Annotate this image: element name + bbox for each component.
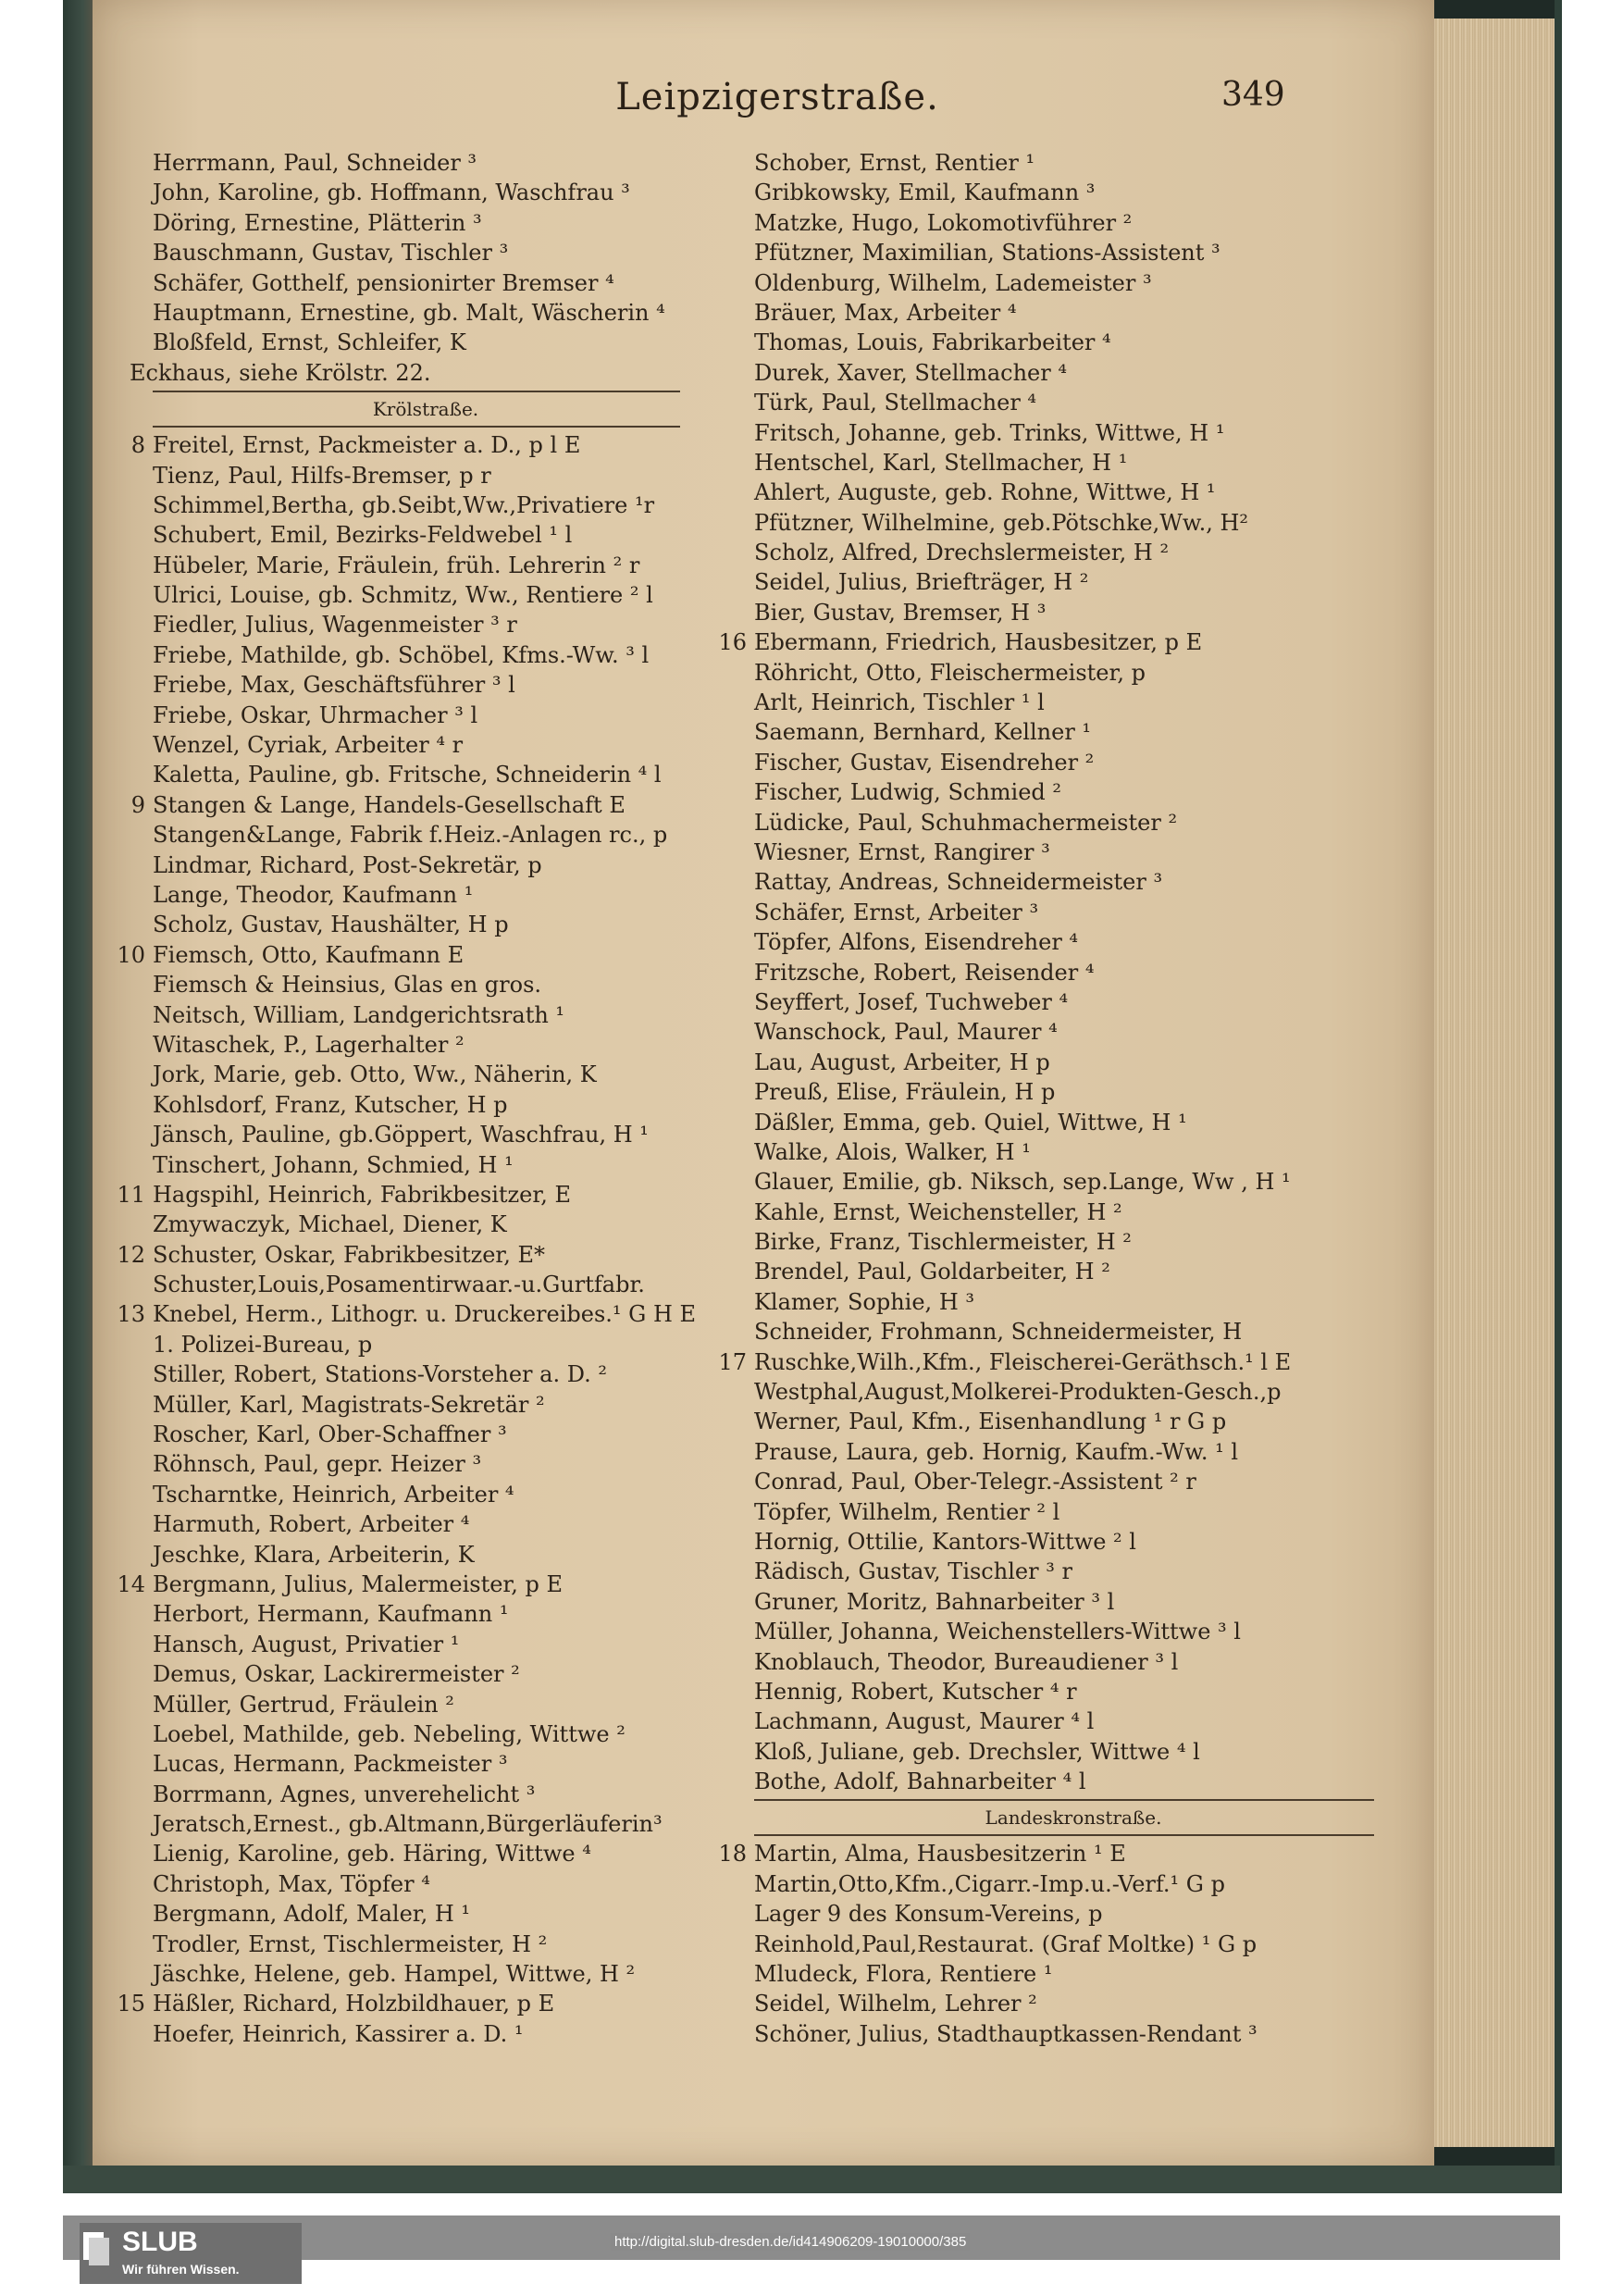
directory-entry — [111, 1090, 703, 1120]
resident-entry: Friebe, Oskar, Uhrmacher ³ l — [153, 701, 478, 728]
directory-entry — [111, 1210, 703, 1239]
directory-entry — [111, 298, 703, 328]
book-bottom-edge — [63, 2166, 1560, 2193]
resident-entry: Freitel, Ernst, Packmeister a. D., p l E — [153, 432, 581, 459]
resident-entry: Hoefer, Heinrich, Kassirer a. D. ¹ — [153, 2020, 524, 2047]
directory-entry — [111, 1930, 703, 1959]
resident-entry: Fiemsch & Heinsius, Glas en gros. — [153, 972, 542, 999]
resident-entry: Töpfer, Alfons, Eisendreher ⁴ — [754, 929, 1079, 956]
directory-entry — [111, 760, 703, 789]
resident-entry: Müller, Johanna, Weichenstellers-Wittwe ³ l — [754, 1619, 1241, 1645]
resident-entry: Ulrici, Louise, gb. Schmitz, Ww., Rentiere ² l — [153, 582, 653, 609]
resident-entry: Müller, Gertrud, Fräulein ² — [153, 1691, 454, 1718]
house-number: 15 — [117, 1991, 145, 2017]
resident-entry: Tscharntke, Heinrich, Arbeiter ⁴ — [153, 1481, 514, 1508]
resident-entry: Neitsch, William, Landgerichtsrath ¹ — [153, 1001, 565, 1028]
resident-entry: Ahlert, Auguste, geb. Rohne, Wittwe, H ¹ — [754, 479, 1216, 506]
resident-entry: Friebe, Max, Geschäftsführer ³ l — [153, 672, 515, 699]
book-cover-edge — [1555, 0, 1562, 2193]
resident-entry: Bergmann, Adolf, Maler, H ¹ — [153, 1901, 471, 1928]
directory-entry — [712, 2019, 1397, 2049]
directory-entry — [111, 238, 703, 267]
resident-entry: Jeratsch,Ernest., gb.Altmann,Bürgerläuferin³ — [153, 1811, 663, 1838]
directory-entry — [111, 1570, 703, 1599]
directory-entry — [712, 1317, 1397, 1347]
directory-entry — [111, 1899, 703, 1929]
resident-entry: John, Karoline, gb. Hoffmann, Waschfrau ³ — [153, 180, 630, 206]
house-number: 11 — [117, 1181, 145, 1208]
house-number: 10 — [117, 941, 145, 968]
resident-entry: Bauschmann, Gustav, Tischler ³ — [153, 240, 509, 267]
directory-entry — [712, 1108, 1397, 1137]
directory-entry — [111, 328, 703, 357]
resident-entry: Hornig, Ottilie, Kantors-Wittwe ² l — [754, 1528, 1136, 1555]
directory-entry — [111, 640, 703, 670]
directory-entry — [111, 730, 703, 760]
resident-entry: Lau, August, Arbeiter, H p — [754, 1049, 1050, 1075]
directory-entry — [712, 598, 1397, 627]
directory-entry — [111, 1180, 703, 1210]
street-heading: Krölstraße. — [372, 398, 479, 421]
house-number: 8 — [130, 432, 145, 459]
directory-entry — [111, 178, 703, 207]
resident-entry: Tinschert, Johann, Schmied, H ¹ — [153, 1151, 514, 1178]
directory-entry — [111, 268, 703, 298]
directory-entry — [712, 1017, 1397, 1047]
resident-entry: Matzke, Hugo, Lokomotivführer ² — [754, 209, 1133, 236]
resident-entry: Schimmel,Bertha, gb.Seibt,Ww.,Privatiere ¹r — [153, 491, 655, 518]
directory-entry — [111, 2019, 703, 2049]
resident-entry: Lüdicke, Paul, Schuhmachermeister ² — [754, 809, 1178, 836]
resident-entry: 1. Polizei-Bureau, p — [153, 1331, 373, 1358]
resident-entry: Hauptmann, Ernestine, gb. Malt, Wäscherin ⁴ — [153, 299, 665, 326]
resident-entry: Fritsch, Johanne, geb. Trinks, Wittwe, H ¹ — [754, 419, 1225, 446]
resident-entry: Rädisch, Gustav, Tischler ³ r — [754, 1558, 1072, 1585]
resident-entry: Reinhold,Paul,Restaurat. (Graf Moltke) ¹ G p — [754, 1930, 1258, 1957]
resident-entry: Martin, Alma, Hausbesitzerin ¹ E — [754, 1841, 1126, 1868]
resident-entry: Ruschke,Wilh.,Kfm., Fleischerei-Geräthsch.¹ l E — [754, 1348, 1292, 1375]
directory-entry — [111, 1809, 703, 1839]
directory-entry — [111, 1869, 703, 1899]
directory-entry — [111, 1659, 703, 1689]
directory-entry — [111, 820, 703, 850]
source-url-link[interactable]: http://digital.slub-dresden.de/id414906209-19010000/385 — [611, 2233, 970, 2251]
resident-entry: Scholz, Gustav, Haushälter, H p — [153, 912, 509, 938]
directory-entry — [111, 850, 703, 880]
directory-entry — [111, 461, 703, 490]
directory-entry — [111, 701, 703, 730]
directory-entry — [111, 1390, 703, 1420]
resident-entry: Stangen&Lange, Fabrik f.Heiz.-Anlagen rc., p — [153, 822, 668, 849]
resident-entry: Klamer, Sophie, H ³ — [754, 1288, 974, 1315]
directory-entry — [111, 430, 703, 460]
directory-entry — [111, 1449, 703, 1479]
directory-entry — [712, 178, 1397, 207]
resident-entry: Mludeck, Flora, Rentiere ¹ — [754, 1961, 1053, 1988]
directory-entry — [111, 1780, 703, 1809]
resident-entry: Kloß, Juliane, geb. Drechsler, Wittwe ⁴ l — [754, 1738, 1200, 1765]
resident-entry: Schober, Ernst, Rentier ¹ — [754, 150, 1035, 176]
directory-entry — [111, 790, 703, 820]
directory-entry — [111, 208, 703, 238]
resident-entry: Witaschek, P., Lagerhalter ² — [153, 1031, 465, 1058]
directory-entry — [712, 1137, 1397, 1167]
resident-entry: Kaletta, Pauline, gb. Fritsche, Schneiderin ⁴ l — [153, 762, 662, 788]
directory-entry — [111, 1839, 703, 1868]
resident-entry: Preuß, Elise, Fräulein, H p — [754, 1079, 1056, 1106]
directory-entry — [712, 1677, 1397, 1706]
directory-entry — [111, 1540, 703, 1570]
directory-entry — [111, 1000, 703, 1030]
resident-entry: Trodler, Ernst, Tischlermeister, H ² — [153, 1930, 548, 1957]
directory-entry — [712, 808, 1397, 838]
directory-entry — [111, 551, 703, 580]
resident-entry: Durek, Xaver, Stellmacher ⁴ — [754, 359, 1067, 386]
directory-entry — [712, 688, 1397, 717]
directory-entry — [712, 388, 1397, 417]
resident-entry: Werner, Paul, Kfm., Eisenhandlung ¹ r G p — [754, 1409, 1227, 1435]
section-rule — [754, 1834, 1374, 1836]
right-column — [712, 148, 1397, 2049]
resident-entry: Thomas, Louis, Fabrikarbeiter ⁴ — [754, 329, 1111, 356]
resident-entry: Bier, Gustav, Bremser, H ³ — [754, 599, 1047, 626]
directory-entry — [111, 1630, 703, 1659]
resident-entry: Häßler, Richard, Holzbildhauer, p E — [153, 1991, 555, 2017]
resident-entry: Fischer, Gustav, Eisendreher ² — [754, 749, 1095, 776]
directory-entry — [712, 448, 1397, 478]
directory-entry — [111, 1599, 703, 1629]
directory-entry — [712, 717, 1397, 747]
directory-entry — [111, 1120, 703, 1149]
book-binding — [63, 0, 96, 2193]
slub-logo[interactable] — [80, 2223, 302, 2284]
directory-entry — [712, 1869, 1397, 1899]
page-edges — [1434, 19, 1555, 2147]
resident-entry: Röhnsch, Paul, gepr. Heizer ³ — [153, 1451, 482, 1478]
directory-entry — [712, 1557, 1397, 1586]
resident-entry: Lange, Theodor, Kaufmann ¹ — [153, 881, 474, 908]
resident-entry: Müller, Karl, Magistrats-Sekretär ² — [153, 1391, 545, 1418]
resident-entry: Conrad, Paul, Ober-Telegr.-Assistent ² r — [754, 1469, 1196, 1496]
resident-entry: Seidel, Julius, Briefträger, H ² — [754, 569, 1089, 596]
directory-entry — [111, 1420, 703, 1449]
resident-entry: Fiedler, Julius, Wagenmeister ³ r — [153, 612, 517, 639]
resident-entry: Knoblauch, Theodor, Bureaudiener ³ l — [754, 1648, 1179, 1675]
directory-entry — [111, 1240, 703, 1270]
directory-entry — [111, 1330, 703, 1359]
resident-entry: Wenzel, Cyriak, Arbeiter ⁴ r — [153, 732, 464, 759]
house-number: 16 — [718, 629, 747, 656]
slub-logo-text: SLUB — [122, 2227, 198, 2257]
resident-entry: Birke, Franz, Tischlermeister, H ² — [754, 1229, 1132, 1256]
directory-entry — [111, 148, 703, 178]
directory-entry — [712, 538, 1397, 567]
resident-entry: Roscher, Karl, Ober-Schaffner ³ — [153, 1421, 507, 1448]
directory-entry — [712, 1198, 1397, 1227]
directory-entry — [712, 1839, 1397, 1868]
resident-entry: Seidel, Wilhelm, Lehrer ² — [754, 1991, 1037, 2017]
resident-entry: Demus, Oskar, Lackirermeister ² — [153, 1661, 520, 1688]
resident-entry: Walke, Alois, Walker, H ¹ — [754, 1138, 1031, 1165]
resident-entry: Gribkowsky, Emil, Kaufmann ³ — [754, 180, 1096, 206]
resident-entry: Glauer, Emilie, gb. Niksch, sep.Lange, Ww , H ¹ — [754, 1169, 1291, 1196]
directory-entry — [111, 1480, 703, 1509]
resident-entry: Arlt, Heinrich, Tischler ¹ l — [754, 689, 1045, 716]
resident-entry: Wanschock, Paul, Maurer ⁴ — [754, 1019, 1058, 1046]
directory-entry — [111, 1509, 703, 1539]
resident-entry: Türk, Paul, Stellmacher ⁴ — [754, 390, 1037, 416]
directory-entry — [712, 1959, 1397, 1989]
resident-entry: Brendel, Paul, Goldarbeiter, H ² — [754, 1259, 1110, 1285]
directory-entry — [111, 520, 703, 550]
resident-entry: Pfützner, Maximilian, Stations-Assistent ³ — [754, 240, 1220, 267]
page-header — [93, 76, 1434, 131]
directory-entry — [712, 1077, 1397, 1107]
directory-entry — [712, 1737, 1397, 1767]
directory-entry — [111, 970, 703, 999]
directory-entry — [712, 1048, 1397, 1077]
resident-entry: Pfützner, Wilhelmine, geb.Pötschke,Ww., H² — [754, 509, 1249, 536]
resident-entry: Fiemsch, Otto, Kaufmann E — [153, 941, 465, 968]
directory-entry — [712, 148, 1397, 178]
directory-entry — [111, 610, 703, 639]
directory-entry — [712, 508, 1397, 538]
running-title: Leipzigerstraße. — [615, 76, 939, 118]
resident-entry: Schuster, Oskar, Fabrikbesitzer, E* — [153, 1241, 546, 1268]
resident-entry: Herbort, Hermann, Kaufmann ¹ — [153, 1601, 509, 1628]
resident-entry: Jäschke, Helene, geb. Hampel, Wittwe, H ² — [153, 1961, 636, 1988]
resident-entry: Stiller, Robert, Stations-Vorsteher a. D. ² — [153, 1361, 607, 1388]
resident-entry: Gruner, Moritz, Bahnarbeiter ³ l — [754, 1588, 1115, 1615]
resident-entry: Wiesner, Ernst, Rangirer ³ — [754, 838, 1050, 865]
directory-entry — [111, 1359, 703, 1389]
resident-entry: Fritzsche, Robert, Reisender ⁴ — [754, 959, 1095, 986]
resident-entry: Döring, Ernestine, Plätterin ³ — [153, 209, 482, 236]
resident-entry: Hagspihl, Heinrich, Fabrikbesitzer, E — [153, 1181, 571, 1208]
directory-entry — [111, 490, 703, 520]
resident-entry: Knebel, Herm., Lithogr. u. Druckereibes.¹ G H E — [153, 1301, 697, 1328]
directory-entry — [111, 1690, 703, 1719]
directory-entry — [111, 880, 703, 910]
resident-entry: Herrmann, Paul, Schneider ³ — [153, 150, 477, 176]
directory-entry — [712, 777, 1397, 807]
directory-entry — [111, 670, 703, 700]
house-number: 13 — [117, 1301, 145, 1328]
resident-entry: Röhricht, Otto, Fleischermeister, p — [754, 659, 1146, 686]
directory-entry — [111, 358, 703, 388]
directory-entry — [712, 1930, 1397, 1959]
section-rule — [153, 391, 680, 392]
resident-entry: Schöner, Julius, Stadthauptkassen-Rendant ³ — [754, 2020, 1258, 2047]
directory-entry — [712, 1899, 1397, 1929]
resident-entry: Kohlsdorf, Franz, Kutscher, H p — [153, 1091, 508, 1118]
resident-entry: Lucas, Hermann, Packmeister ³ — [153, 1751, 508, 1778]
directory-entry — [712, 867, 1397, 897]
directory-entry — [712, 208, 1397, 238]
directory-entry — [111, 1719, 703, 1749]
resident-entry: Borrmann, Agnes, unverehelicht ³ — [153, 1781, 536, 1807]
resident-entry: Hansch, August, Privatier ¹ — [153, 1631, 460, 1657]
resident-entry: Jork, Marie, geb. Otto, Ww., Näherin, K — [153, 1061, 597, 1088]
house-number: 17 — [718, 1348, 747, 1375]
resident-entry: Schuster,Louis,Posamentirwaar.-u.Gurtfabr. — [153, 1272, 645, 1298]
directory-entry — [712, 1989, 1397, 2018]
resident-entry: Friebe, Mathilde, gb. Schöbel, Kfms.-Ww. ³ l — [153, 641, 650, 668]
resident-entry: Loebel, Mathilde, geb. Nebeling, Wittwe ² — [153, 1720, 626, 1747]
house-number: 12 — [117, 1241, 145, 1268]
directory-entry — [111, 1060, 703, 1089]
directory-entry — [712, 658, 1397, 688]
resident-entry: Fischer, Ludwig, Schmied ² — [754, 779, 1062, 806]
slub-tagline: Wir führen Wissen. — [122, 2262, 240, 2277]
directory-entry — [111, 1270, 703, 1299]
directory-entry — [712, 268, 1397, 298]
resident-entry: Lager 9 des Konsum-Vereins, p — [754, 1901, 1103, 1928]
resident-entry: Martin,Otto,Kfm.,Cigarr.-Imp.u.-Verf.¹ G p — [754, 1870, 1225, 1897]
resident-entry: Eckhaus, siehe Krölstr. 22. — [130, 359, 431, 386]
book-icon — [80, 2230, 113, 2265]
directory-entry — [712, 1437, 1397, 1467]
resident-entry: Hennig, Robert, Kutscher ⁴ r — [754, 1678, 1077, 1705]
resident-entry: Schäfer, Gotthelf, pensionirter Bremser ⁴ — [153, 269, 614, 296]
directory-entry — [712, 1767, 1397, 1796]
directory-entry — [712, 1167, 1397, 1197]
resident-entry: Westphal,August,Molkerei-Produkten-Gesch.,p — [754, 1379, 1282, 1406]
page-number: 349 — [1221, 76, 1285, 114]
directory-entry — [712, 298, 1397, 328]
resident-entry: Jeschke, Klara, Arbeiterin, K — [153, 1541, 475, 1568]
resident-entry: Hentschel, Karl, Stellmacher, H ¹ — [754, 449, 1128, 476]
directory-entry — [712, 1587, 1397, 1617]
directory-entry — [712, 1287, 1397, 1317]
directory-entry — [712, 1467, 1397, 1496]
resident-entry: Ebermann, Friedrich, Hausbesitzer, p E — [754, 629, 1203, 656]
directory-entry — [712, 1647, 1397, 1677]
resident-entry: Töpfer, Wilhelm, Rentier ² l — [754, 1498, 1060, 1525]
resident-entry: Bothe, Adolf, Bahnarbeiter ⁴ l — [754, 1769, 1086, 1795]
directory-entry — [712, 1497, 1397, 1527]
street-heading: Landeskronstraße. — [985, 1806, 1162, 1830]
resident-entry: Oldenburg, Wilhelm, Lademeister ³ — [754, 269, 1152, 296]
directory-entry — [712, 898, 1397, 927]
directory-entry — [111, 940, 703, 970]
resident-entry: Jänsch, Pauline, gb.Göppert, Waschfrau, H ¹ — [153, 1122, 649, 1148]
directory-entry — [712, 958, 1397, 987]
resident-entry: Stangen & Lange, Handels-Gesellschaft E — [153, 791, 626, 818]
house-number: 14 — [117, 1570, 145, 1597]
resident-entry: Lachmann, August, Maurer ⁴ l — [754, 1708, 1095, 1735]
resident-entry: Bloßfeld, Ernst, Schleifer, K — [153, 329, 466, 356]
directory-entry — [712, 1347, 1397, 1377]
directory-entry — [712, 1527, 1397, 1557]
house-number: 18 — [718, 1841, 747, 1868]
house-number: 9 — [130, 791, 145, 818]
directory-entry — [712, 478, 1397, 507]
directory-entry — [712, 1706, 1397, 1736]
resident-entry: Lindmar, Richard, Post-Sekretär, p — [153, 851, 542, 878]
resident-entry: Kahle, Ernst, Weichensteller, H ² — [754, 1198, 1122, 1225]
directory-entry — [712, 927, 1397, 957]
resident-entry: Tienz, Paul, Hilfs-Bremser, p r — [153, 462, 491, 489]
directory-entry — [712, 1407, 1397, 1436]
directory-entry — [111, 1150, 703, 1180]
directory-entry — [712, 567, 1397, 597]
section-rule — [754, 1799, 1374, 1801]
directory-entry — [712, 627, 1397, 657]
directory-entry — [712, 328, 1397, 357]
resident-entry: Rattay, Andreas, Schneidermeister ³ — [754, 869, 1163, 896]
resident-entry: Zmywaczyk, Michael, Diener, K — [153, 1211, 507, 1238]
directory-entry — [111, 1749, 703, 1779]
resident-entry: Prause, Laura, geb. Hornig, Kaufm.-Ww. ¹ l — [754, 1438, 1239, 1465]
resident-entry: Hübeler, Marie, Fräulein, früh. Lehrerin ² r — [153, 552, 640, 578]
directory-entry — [111, 580, 703, 610]
directory-entry — [111, 910, 703, 939]
resident-entry: Schäfer, Ernst, Arbeiter ³ — [754, 899, 1039, 925]
directory-entry — [111, 1989, 703, 2018]
left-column — [111, 148, 703, 2049]
directory-entry — [712, 987, 1397, 1017]
resident-entry: Saemann, Bernhard, Kellner ¹ — [754, 719, 1092, 746]
directory-entry — [712, 1377, 1397, 1407]
directory-entry — [111, 1299, 703, 1329]
directory-entry — [712, 1257, 1397, 1286]
resident-entry: Schneider, Frohmann, Schneidermeister, H — [754, 1319, 1243, 1346]
resident-entry: Scholz, Alfred, Drechslermeister, H ² — [754, 540, 1170, 566]
resident-entry: Schubert, Emil, Bezirks-Feldwebel ¹ l — [153, 522, 573, 549]
directory-entry — [111, 1030, 703, 1060]
directory-entry — [712, 358, 1397, 388]
directory-entry — [712, 838, 1397, 867]
directory-entry — [712, 1227, 1397, 1257]
directory-entry — [111, 1959, 703, 1989]
directory-entry — [712, 1617, 1397, 1646]
resident-entry: Seyffert, Josef, Tuchweber ⁴ — [754, 988, 1069, 1015]
directory-entry — [712, 238, 1397, 267]
section-rule — [153, 426, 680, 428]
resident-entry: Harmuth, Robert, Arbeiter ⁴ — [153, 1511, 470, 1538]
directory-entry — [712, 748, 1397, 777]
resident-entry: Lienig, Karoline, geb. Häring, Wittwe ⁴ — [153, 1841, 591, 1868]
resident-entry: Bergmann, Julius, Malermeister, p E — [153, 1570, 564, 1597]
resident-entry: Bräuer, Max, Arbeiter ⁴ — [754, 299, 1017, 326]
resident-entry: Christoph, Max, Töpfer ⁴ — [153, 1870, 430, 1897]
resident-entry: Däßler, Emma, geb. Quiel, Wittwe, H ¹ — [754, 1109, 1187, 1136]
directory-entry — [712, 418, 1397, 448]
